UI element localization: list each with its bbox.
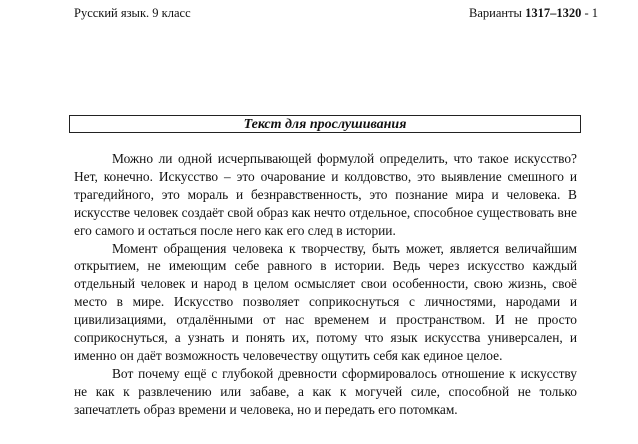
paragraph: Можно ли одной исчерпывающей формулой определить, что такое искусство? Нет, конечно. Искусство – это очарование и колдовство, это выявление смешного и трагедийного, это мораль и безнравственность, это познание мира и человека. В искусстве человек создаёт свой образ как нечто отдельное, способное существовать вне его самого и остаться после него как его след в истории. [74,151,577,238]
variants-label [469,6,598,21]
page-header [74,6,598,22]
page-number: - 1 [581,6,598,20]
listening-text [74,150,577,419]
variants-numbers: 1317–1320 [525,6,582,20]
paragraph: Вот почему ещё с глубокой древности сформировалось отношение к искусству не как к развлечению или забаве, а как к могучей силе, способной не только запечатлеть образ времени и человека, но и передать его потомкам. [74,365,577,417]
variants-prefix: Варианты [469,6,526,20]
section-title: Текст для прослушивания [69,115,581,133]
subject-label: Русский язык. 9 класс [74,6,191,20]
paragraph: Момент обращения человека к творчеству, быть может, является величайшим открытием, не имеющим себе равного в истории. Ведь через искусство каждый отдельный человек и народ в целом осмысляет свои особенности, свою жизнь, своё место в мире. Искусство позволяет соприкоснуться с личностями, народами и цивилизациями, отдалёнными от нас временем и пространством. И не просто соприкоснуться, а узнать и понять их, потому что язык искусства универсален, и именно он даёт возможность человечеству ощутить себя как единое целое. [74,240,577,363]
